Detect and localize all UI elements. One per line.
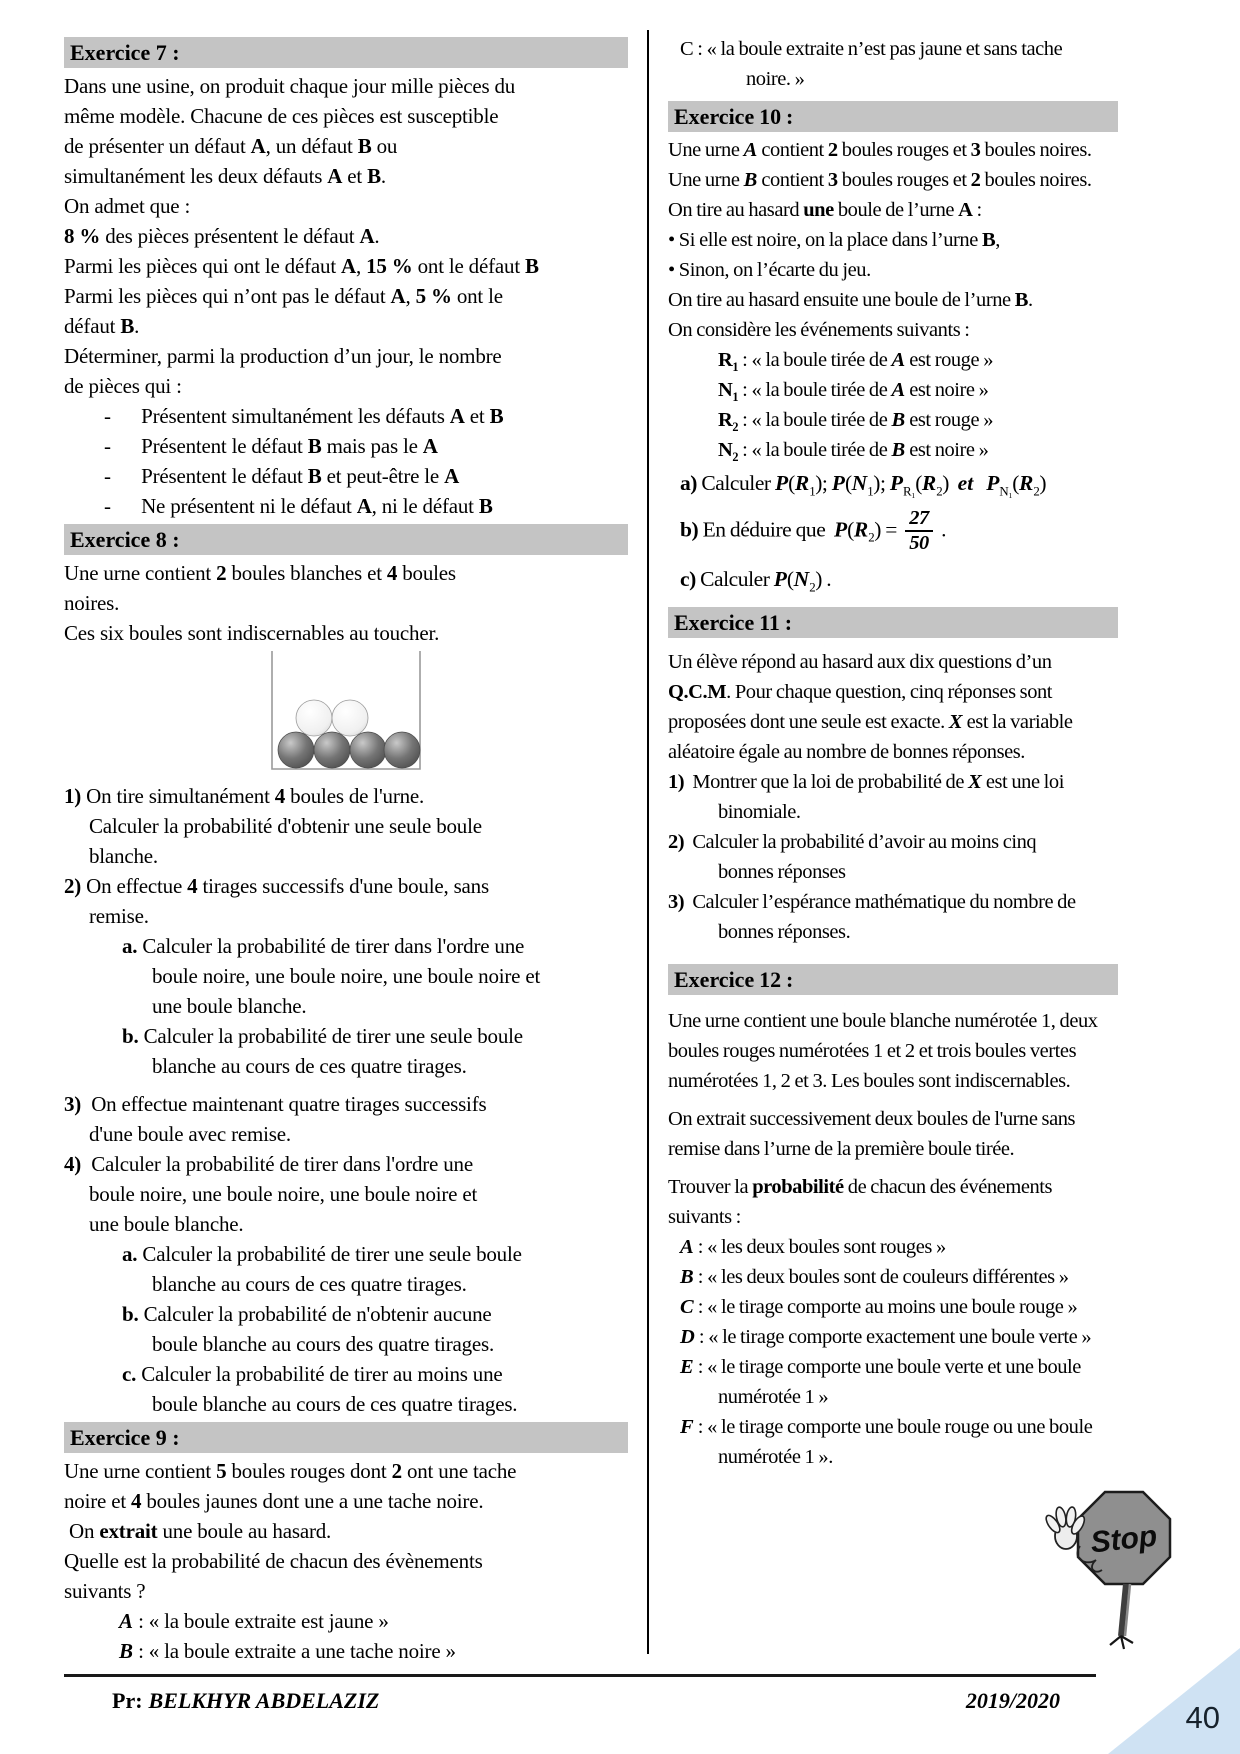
text-line: défaut B. <box>64 314 140 338</box>
urn-image <box>268 651 424 771</box>
white-ball <box>332 700 368 736</box>
text-line: boule noire, une boule noire, une boule noire et <box>152 964 541 988</box>
text-line: de présenter un défaut A, un défaut B ou <box>64 134 398 158</box>
text-line: $R_2$ : « la boule tirée de B est rouge » <box>718 409 993 435</box>
column-divider <box>647 30 649 1654</box>
spacer <box>668 1164 1118 1172</box>
text-line: numérotée 1 » <box>718 1385 829 1408</box>
text-line: noire. » <box>746 68 805 90</box>
spacer <box>668 598 1118 604</box>
text-line: Quelle est la probabilité de chacun des évènements <box>64 1549 483 1573</box>
black-ball <box>384 732 420 768</box>
text-line: Une urne contient 2 boules blanches et 4 boules <box>64 561 456 585</box>
text-line: noire et 4 boules jaunes dont une a une tache noire. <box>64 1489 484 1513</box>
text-line: 4) Calculer la probabilité de tirer dans l'ordre une <box>64 1152 473 1176</box>
text-line: suivants ? <box>64 1579 146 1603</box>
text-line: On admet que : <box>64 194 191 218</box>
text-line: 2) On effectue 4 tirages successifs d'une boule, sans <box>64 874 489 898</box>
corner-triangle <box>1108 1648 1240 1754</box>
text-line: noires. <box>64 591 120 615</box>
text-line: aléatoire égale au nombre de bonnes réponses. <box>668 740 1025 763</box>
text-line: - Ne présentent ni le défaut A, ni le défaut B <box>104 494 493 518</box>
text-line: 8 % des pièces présentent le défaut A. <box>64 224 380 248</box>
black-ball <box>350 732 386 768</box>
text-line: blanche. <box>89 844 158 868</box>
spacer <box>64 1081 628 1089</box>
text-line: bonnes réponses <box>718 860 846 883</box>
text-line: $R_1$ : « la boule tirée de A est rouge » <box>718 349 993 375</box>
text-line: Parmi les pièces qui ont le défaut A, 15 % ont le défaut B <box>64 254 539 278</box>
text-line: A : « la boule extraite est jaune » <box>119 1609 389 1633</box>
text-line: c. Calculer la probabilité de tirer au moins une <box>122 1362 503 1386</box>
text-line: F : « le tirage comporte une boule rouge ou une boule <box>680 1415 1093 1438</box>
text-line: blanche au cours de ces quatre tirages. <box>152 1272 467 1296</box>
page-number: 40 <box>1185 1700 1220 1735</box>
text-line: proposées dont une seule est exacte. X est la variable <box>668 710 1073 733</box>
text-line: boule blanche au cours des quatre tirages. <box>152 1332 495 1356</box>
text-line: - Présentent simultanément les défauts A et B <box>104 404 504 428</box>
left-column <box>64 34 628 1666</box>
text-line: b. Calculer la probabilité de tirer une seule boule <box>122 1024 523 1048</box>
text-line: remise. <box>89 904 149 928</box>
teacher-name: BELKHYR ABDELAZIZ <box>148 1688 380 1713</box>
text-line: d'une boule avec remise. <box>89 1122 291 1146</box>
text-line: de pièces qui : <box>64 374 182 398</box>
text-line: a. Calculer la probabilité de tirer une seule boule <box>122 1242 522 1266</box>
text-line: C : « la boule extraite n’est pas jaune et sans tache <box>680 38 1063 60</box>
footer-school-year: 2019/2020 <box>965 1688 1060 1713</box>
text-line: une boule blanche. <box>89 1212 244 1236</box>
footer-teacher <box>112 1688 379 1714</box>
right-column <box>668 34 1118 1472</box>
text-line: Une urne A contient 2 boules rouges et 3 boules noires. <box>668 139 1092 161</box>
urn-illustration <box>64 648 628 781</box>
spacer <box>668 998 1118 1006</box>
text-line: Une urne contient une boule blanche numérotée 1, deux <box>668 1009 1098 1032</box>
text-line: On tire au hasard ensuite une boule de l’urne B. <box>668 289 1033 311</box>
white-ball <box>296 700 332 736</box>
text-line: A : « les deux boules sont rouges » <box>680 1235 946 1258</box>
exercise-header: Exercice 12 : <box>668 964 1118 995</box>
text-line: - Présentent le défaut B mais pas le A <box>104 434 438 458</box>
text-line: On extrait successivement deux boules de l'urne sans <box>668 1107 1076 1130</box>
text-line: une boule blanche. <box>152 994 307 1018</box>
exercise-header: Exercice 9 : <box>64 1422 628 1453</box>
text-line: boules rouges numérotées 1 et 2 et trois boules vertes <box>668 1039 1077 1062</box>
text-line: B : « la boule extraite a une tache noire » <box>119 1639 456 1663</box>
text-line: C : « le tirage comporte au moins une boule rouge » <box>680 1295 1078 1318</box>
text-line: - Présentent le défaut B et peut-être le A <box>104 464 460 488</box>
text-line: b. Calculer la probabilité de n'obtenir aucune <box>122 1302 492 1326</box>
spacer <box>668 94 1118 98</box>
text-line: B : « les deux boules sont de couleurs différentes » <box>680 1265 1069 1288</box>
text-line: Déterminer, parmi la production d’un jour, le nombre <box>64 344 502 368</box>
text-line: $N_1$ : « la boule tirée de A est noire » <box>718 379 989 405</box>
text-line: binomiale. <box>718 800 801 823</box>
text-line: Calculer la probabilité d'obtenir une seule boule <box>89 814 482 838</box>
stop-sign-label: Stop <box>1088 1519 1159 1560</box>
text-line: Parmi les pièces qui n’ont pas le défaut A, 5 % ont le <box>64 284 503 308</box>
text-line: Dans une usine, on produit chaque jour mille pièces du <box>64 74 516 98</box>
exercise-header: Exercice 10 : <box>668 101 1118 132</box>
black-ball <box>314 732 350 768</box>
text-line: Trouver la probabilité de chacun des événements <box>668 1175 1053 1198</box>
foot-icon <box>1110 1636 1133 1649</box>
black-ball <box>278 732 314 768</box>
text-line: simultanément les deux défauts A et B. <box>64 164 386 188</box>
text-line: a. Calculer la probabilité de tirer dans l'ordre une <box>122 934 525 958</box>
text-line: b) En déduire que $P(R_2)$ = $\frac{27}{50}$ . <box>680 507 947 555</box>
stop-sign-illustration <box>1044 1486 1196 1662</box>
text-line: Un élève répond au hasard aux dix questions d’un <box>668 650 1052 673</box>
text-line: suivants : <box>668 1205 741 1228</box>
text-line: On tire au hasard une boule de l’urne A : <box>668 199 982 221</box>
text-line: numérotée 1 ». <box>718 1445 833 1468</box>
text-line: Une urne B contient 3 boules rouges et 2 boules noires. <box>668 169 1092 191</box>
text-line: • Si elle est noire, on la place dans l’urne B, <box>668 229 1000 251</box>
text-line: Ces six boules sont indiscernables au toucher. <box>64 621 440 645</box>
text-line: même modèle. Chacune de ces pièces est susceptible <box>64 104 499 128</box>
teacher-label: Pr: <box>112 1688 143 1713</box>
text-line: Une urne contient 5 boules rouges dont 2 ont une tache <box>64 1459 517 1483</box>
exercise-header: Exercice 8 : <box>64 524 628 555</box>
text-line: $N_2$ : « la boule tirée de B est noire » <box>718 439 989 465</box>
text-line: 1) On tire simultanément 4 boules de l'urne. <box>64 784 425 808</box>
exercise-header: Exercice 7 : <box>64 37 628 68</box>
text-line: remise dans l’urne de la première boule tirée. <box>668 1137 1015 1160</box>
text-line: boule noire, une boule noire, une boule noire et <box>89 1182 478 1206</box>
text-line: • Sinon, on l’écarte du jeu. <box>668 259 871 281</box>
text-line: 2) Calculer la probabilité d’avoir au moins cinq <box>668 830 1037 853</box>
spacer <box>668 1096 1118 1104</box>
text-line: 3) Calculer l’espérance mathématique du nombre de <box>668 890 1076 913</box>
text-line: bonnes réponses. <box>718 920 851 943</box>
text-line: On extrait une boule au hasard. <box>64 1519 332 1543</box>
text-line: D : « le tirage comporte exactement une boule verte » <box>680 1325 1092 1348</box>
text-line: boule blanche au cours de ces quatre tirages. <box>152 1392 518 1416</box>
text-line: blanche au cours de ces quatre tirages. <box>152 1054 467 1078</box>
text-line: On considère les événements suivants : <box>668 319 970 341</box>
text-line: 1) Montrer que la loi de probabilité de X est une loi <box>668 770 1064 793</box>
exercise-header: Exercice 11 : <box>668 607 1118 638</box>
text-line: numérotées 1, 2 et 3. Les boules sont indiscernables. <box>668 1069 1071 1092</box>
text-line: E : « le tirage comporte une boule verte et une boule <box>680 1355 1081 1378</box>
text-line: Q.C.M. Pour chaque question, cinq réponses sont <box>668 680 1053 703</box>
text-line: c) Calculer $P(N_2)$ . <box>680 566 832 595</box>
footer-rule <box>64 1674 1096 1677</box>
text-line: a) Calculer $P(R_1)$; $P(N_1)$; $P_{R_1}(R_2)$ et $P_{N_1}(R_2)$ <box>680 471 1047 499</box>
fraction: $\frac{27}{50}$ <box>905 508 933 555</box>
text-line: 3) On effectue maintenant quatre tirages successifs <box>64 1092 487 1116</box>
spacer <box>668 947 1118 961</box>
